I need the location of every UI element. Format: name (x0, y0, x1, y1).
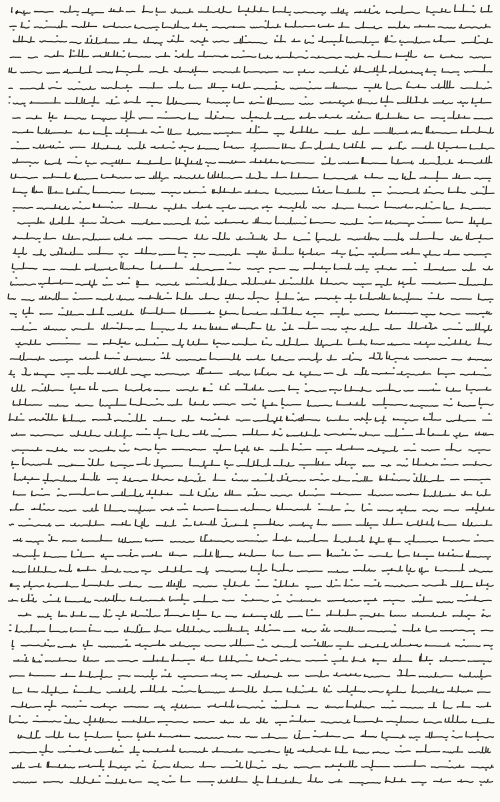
handwriting-stroke (11, 171, 491, 181)
handwritten-line (6, 321, 496, 333)
handwriting-stroke (13, 231, 493, 241)
handwritten-line (6, 608, 496, 620)
handwriting-stroke (13, 35, 492, 46)
handwriting-stroke (11, 321, 491, 332)
handwriting-stroke (13, 201, 490, 211)
handwriting-stroke (10, 307, 492, 317)
handwritten-line (6, 623, 496, 635)
handwritten-line (6, 291, 496, 303)
handwriting-stroke (9, 594, 492, 604)
handwriting-stroke (18, 730, 494, 739)
handwritten-line (6, 517, 496, 529)
handwritten-line (6, 487, 496, 499)
handwritten-line (6, 34, 496, 46)
handwriting-stroke (13, 533, 493, 544)
handwriting-stroke (9, 412, 492, 422)
handwritten-line (6, 578, 496, 590)
handwriting-stroke (12, 443, 490, 453)
handwritten-line (6, 442, 496, 454)
handwritten-line (6, 744, 496, 756)
handwriting-stroke (12, 261, 492, 272)
handwritten-line (6, 64, 496, 76)
handwriting-stroke (13, 125, 494, 136)
handwritten-line (6, 684, 496, 696)
handwritten-line (6, 366, 496, 378)
handwriting-stroke (11, 141, 494, 151)
handwritten-line (6, 261, 496, 273)
handwriting-stroke (9, 80, 492, 90)
handwriting-stroke (9, 518, 491, 528)
handwriting-stroke (12, 639, 492, 649)
handwriting-stroke (11, 428, 493, 438)
handwritten-line (6, 533, 496, 545)
handwritten-line (6, 472, 496, 484)
handwritten-line (6, 457, 496, 469)
handwriting-stroke (13, 775, 492, 785)
handwritten-line (6, 774, 496, 786)
handwriting-stroke (10, 579, 493, 589)
handwritten-line (6, 140, 496, 152)
handwritten-line (6, 351, 496, 363)
handwritten-line (6, 215, 496, 227)
handwritten-line (6, 110, 496, 122)
handwritten-line (6, 155, 496, 167)
handwriting-stroke (10, 504, 494, 514)
handwritten-line (6, 502, 496, 514)
handwritten-line (6, 548, 496, 560)
handwritten-line (6, 200, 496, 212)
handwriting-stroke (9, 624, 493, 634)
handwritten-line (6, 397, 496, 409)
handwritten-line (6, 336, 496, 348)
handwritten-line (6, 563, 496, 575)
handwritten-line (6, 759, 496, 771)
handwriting-stroke (9, 95, 491, 105)
handwriting-stroke (13, 549, 490, 559)
handwritten-line (6, 427, 496, 439)
handwritten-line (6, 19, 496, 31)
handwriting-stroke (13, 186, 494, 196)
handwritten-line (6, 638, 496, 650)
handwriting-stroke (10, 50, 491, 61)
handwriting-stroke (11, 5, 492, 15)
handwriting-stroke (13, 246, 491, 256)
handwriting-stroke (13, 397, 493, 407)
handwriting-stroke (9, 65, 492, 75)
handwritten-line (6, 231, 496, 243)
handwritten-line (6, 714, 496, 726)
handwritten-line (6, 412, 496, 424)
handwritten-line (6, 125, 496, 137)
handwriting-stroke (13, 488, 490, 498)
handwritten-line (6, 80, 496, 92)
handwritten-line (6, 185, 496, 197)
handwriting-stroke (13, 111, 492, 121)
handwriting-stroke (9, 367, 491, 377)
handwritten-line (6, 729, 496, 741)
handwritten-line (6, 170, 496, 182)
handwriting-stroke (12, 760, 493, 770)
handwritten-line (6, 4, 496, 16)
handwriting-stroke (16, 338, 491, 347)
handwriting-stroke (18, 217, 492, 227)
handwriting-stroke (10, 715, 494, 725)
handwriting-stroke (14, 473, 490, 484)
handwritten-line (6, 306, 496, 318)
handwriting-stroke (18, 609, 490, 619)
handwriting-stroke (8, 291, 493, 302)
handwriting-stroke (11, 700, 490, 710)
handwriting-stroke (13, 685, 490, 695)
handwriting-stroke (10, 352, 491, 362)
handwriting-stroke (10, 670, 491, 680)
handwritten-line (6, 668, 496, 680)
handwriting-stroke (11, 277, 493, 287)
handwritten-line (6, 653, 496, 665)
handwritten-line (6, 246, 496, 258)
handwriting-stroke (10, 21, 490, 31)
handwritten-line (6, 95, 496, 107)
handwriting-stroke (12, 382, 491, 393)
handwriting-stroke (10, 745, 491, 755)
handwriting-stroke (12, 457, 492, 468)
handwritten-text-block (6, 4, 496, 800)
handwriting-stroke (14, 654, 492, 664)
handwritten-line (6, 593, 496, 605)
handwriting-stroke (13, 156, 492, 166)
handwritten-line (6, 49, 496, 61)
handwriting-stroke (13, 563, 493, 573)
handwritten-line (6, 276, 496, 288)
handwritten-line (6, 699, 496, 711)
handwritten-line (6, 382, 496, 394)
